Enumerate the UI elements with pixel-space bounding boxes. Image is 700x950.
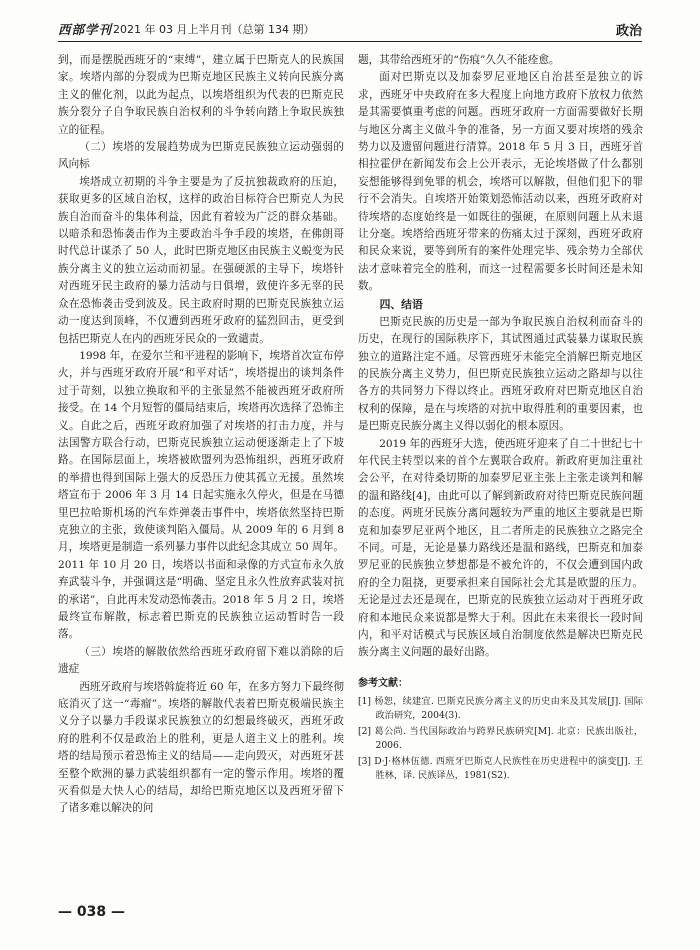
paragraph: 题，其带给西班牙的“伤痕”久久不能痊愈。 — [358, 54, 560, 66]
reference-item: [2] 葛公尚. 当代国际政治与跨界民族研究[M]. 北京：民族出版社，2006. — [358, 725, 643, 752]
paragraph: 面对巴斯克以及加泰罗尼亚地区自治甚至是独立的诉求，西班牙中央政府在多大程度上向地方政府下放权力依然是其需要慎重考虑的问题。西班牙政府一方面需要做好长期与地区分离主义做斗争的准备，另一方面又要对埃塔的残余势力以及遗留问题进行清算。2018 年 5 月 3 日，西班牙首相拉霍伊在新闻发布会上公开表示，无论埃塔做了什么都别妄想能够得到免罪的机会，埃塔可以解散，但他们犯下的罪行不会消失。自埃塔开始策划恐怖活动以来，西班牙政府对待埃塔的态度始终是一如既往的强硬，在原则问题上从未退让分毫。埃塔给西班牙带来的伤痛太过于深刻，西班牙政府和民众来说，要等到所有的案件处理完毕、残余势力全部伏法才意味着完全的胜利，而这一过程需要多长时间还是未知数。 — [358, 71, 643, 293]
journal-info — [58, 20, 315, 38]
references-list — [358, 695, 643, 784]
issue-text: 2021 年 03 月上半月刊（总第 134 期） — [113, 23, 315, 36]
paragraph: 到，而是摆脱西班牙的“束缚”，建立属于巴斯克人的民族国家。埃塔内部的分裂成为巴斯克地区民族主义转向民族分离主义的催化剂，以此为起点，以埃塔组织为代表的巴斯克民族分裂分子自争取民族自治权利的斗争转向踏上争取民族独立的征程。 — [58, 54, 344, 136]
left-column — [58, 52, 344, 818]
paragraph: 巴斯克民族的历史是一部为争取民族自治权利而奋斗的历史，在现行的国际秩序下，其试图通过武装暴力谋取民族独立的道路注定不通。尽管西班牙未能完全消解巴斯克地区的民族分离主义势力，但巴斯克民族独立运动之路却与以往各方的共同努力下得以终止。西班牙政府对巴斯克地区自治权利的保障，是在与埃塔的对抗中取得胜利的重要因素，也是巴斯克民族分离主义得以弱化的根本原因。 — [358, 315, 643, 433]
section-heading: 四、结语 — [379, 297, 423, 311]
section-label: 政治 — [615, 23, 642, 39]
subsection-heading: （二）埃塔的发展趋势成为巴斯克民族独立运动强弱的风向标 — [58, 141, 344, 171]
reference-item: [3] D·J·格林伍德. 西班牙巴斯克人民族性在历史进程中的演变[J]. 王胜林，译. 民族译丛，1981(S2). — [358, 755, 643, 782]
journal-logo: 西部学刊 — [58, 22, 113, 37]
page-number: — 038 — — [58, 904, 125, 920]
references-title: 参考文献： — [358, 677, 408, 689]
paragraph: 西班牙政府与埃塔斡旋将近 60 年，在多方努力下最终彻底消灭了这一“毒瘤”。埃塔的解散代表着巴斯克极端民族主义分子以暴力手段谋求民族独立的幻想最终破灭，西班牙政府的胜利不仅是政治上的胜利，更是人道主义上的胜利。埃塔的结局预示着恐怖主义的结局——走向毁灭，对西班牙甚至整个欧洲的暴力武装组织都有一定的警示作用。埃塔的覆灭看似是大快人心的结局，却给巴斯克地区以及西班牙留下了诸多难以解决的问 — [58, 680, 344, 815]
page-header — [58, 17, 642, 42]
paragraph: 2019 年的西班牙大选，使西班牙迎来了自二十世纪七十年代民主转型以来的首个左翼联合政府。新政府更加注重社会公平，在对待桑切斯的加泰罗尼亚主张上主张走谈判和解的温和路线[4]，由此可以了解到新政府对待巴斯克民族问题的态度。两班牙民族分离问题较为严重的地区主要就是巴斯克和加泰罗尼亚两个地区，且二者所走的民族独立之路完全不同。可是，无论是暴力路线还是温和路线，巴斯克和加泰罗尼亚的民族独立梦想都是不被允许的，不仅会遭到国内政府的全力阻挠，更要承担来自国际社会尤其是欧盟的压力。无论是过去还是现在，巴斯克的民族独立运动对于西班牙政府和本地民众来说都是弊大于利。因此在未来很长一段时间内，和平对话模式与民族区域自治制度依然是解决巴斯克民族分离主义问题的最好出路。 — [358, 437, 643, 659]
right-column — [358, 52, 643, 785]
paragraph: 1998 年，在爱尔兰和平进程的影响下，埃塔首次宣布停火，并与西班牙政府开展“和平对话”，埃塔提出的谈判条件过于苛刻，以独立换取和平的主张显然不能被西班牙政府所接受。在 14 个月短暂的僵局结束后，埃塔再次选择了恐怖主义。自此之后，西班牙政府加强了对埃塔的打击力度，并与法国警方联合行动，巴斯克民族独立运动便逐渐走上了下坡路。在国际层面上，埃塔被欧盟列为恐怖组织，西班牙政府的举措也得到国际上强大的反恐压力使其孤立无援。虽然埃塔宣布于 2006 年 3 月 14 日起实施永久停火，但是在马德里巴拉哈斯机场的汽车炸弹袭击事件中，埃塔依然坚持巴斯克独立的主张，致使谈判陷入僵局。从 2009 年的 6 月到 8 月，埃塔更是制造一系列暴力事件以此纪念其成立 50 周年。2011 年 10 月 20 日，埃塔以书面和录像的方式宣布永久放弃武装斗争，并强调这是“明确、坚定且永久性放弃武装对抗的承诺”，自此再未发动恐怖袭击。2018 年 5 月 2 日，埃塔最终宣布解散，标志着巴斯克的民族独立运动暂时告一段落。 — [58, 349, 344, 641]
reference-item: [1] 杨恕，续建宜. 巴斯克民族分离主义的历史由来及其发展[J]. 国际政治研究，2004(3). — [358, 695, 643, 722]
subsection-heading: （三）埃塔的解散依然给西班牙政府留下难以消除的后遗症 — [58, 645, 344, 676]
paragraph: 埃塔成立初期的斗争主要是为了反抗独裁政府的压迫，获取更多的区域自治权，这样的政治目标符合巴斯克人为民族自治而奋斗的集体利益，因此有着较为广泛的群众基础。以暗杀和恐怖袭击作为主要政治斗争手段的埃塔，在佛朗哥时代总计谋杀了 50 人，此时巴斯克地区由民族主义蜕变为民族分离主义的独立运动而初显。在强硬派的主导下，埃塔针对西班牙民主政府的暴力活动与日俱增，致使许多无辜的民众在恐怖袭击受到波及。民主政府时期的巴斯克民族独立运动一度达到顶峰，不仅遭到西班牙政府的猛烈回击，更受到包括巴斯克人在内的西班牙民众的一致谴责。 — [58, 175, 344, 345]
